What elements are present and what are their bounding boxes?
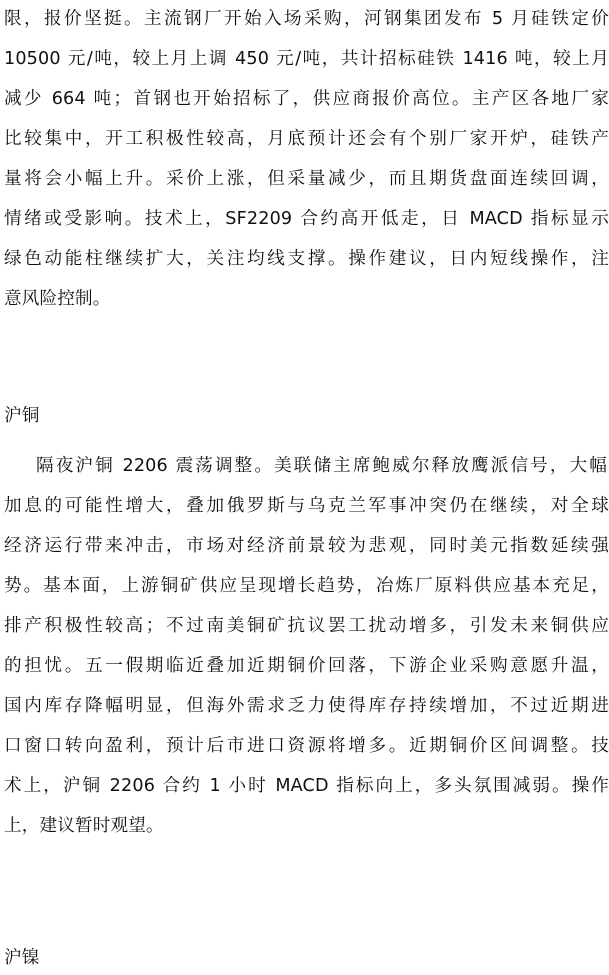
section-heading-nickel: 沪镍 — [4, 948, 40, 968]
paragraph-line: 量将会小幅上升。采价上涨，但采量减少，而且期货盘面连续回调， — [4, 169, 609, 189]
paragraph-line: 意风险控制。 — [4, 289, 111, 309]
paragraph-line: 术上，沪铜 2206 合约 1 小时 MACD 指标向上，多头氛围减弱。操作 — [4, 776, 609, 796]
paragraph-line: 比较集中，开工积极性较高，月底预计还会有个别厂家开炉，硅铁产 — [4, 129, 609, 149]
paragraph-line: 口窗口转向盈利，预计后市进口资源将增多。近期铜价区间调整。技 — [4, 736, 609, 756]
paragraph-line: 的担忧。五一假期临近叠加近期铜价回落，下游企业采购意愿升温， — [4, 656, 609, 676]
paragraph-line: 国内库存降幅明显，但海外需求乏力使得库存持续增加，不过近期进 — [4, 696, 609, 716]
paragraph-line: 排产积极性较高；不过南美铜矿抗议罢工扰动增多，引发未来铜供应 — [4, 616, 609, 636]
section-heading-copper: 沪铜 — [4, 406, 40, 426]
paragraph-line: 10500 元/吨，较上月上调 450 元/吨，共计招标硅铁 1416 吨，较上月 — [4, 49, 609, 69]
paragraph-line: 经济运行带来冲击，市场对经济前景较为悲观，同时美元指数延续强 — [4, 536, 609, 556]
paragraph-line: 绿色动能柱继续扩大，关注均线支撑。操作建议，日内短线操作，注 — [4, 249, 609, 269]
paragraph-line: 限，报价坚挺。主流钢厂开始入场采购，河钢集团发布 5 月硅铁定价 — [4, 9, 609, 29]
paragraph-line: 情绪或受影响。技术上，SF2209 合约高开低走，日 MACD 指标显示 — [4, 209, 609, 229]
paragraph-line: 加息的可能性增大，叠加俄罗斯与乌克兰军事冲突仍在继续，对全球 — [4, 496, 609, 516]
paragraph-line: 减少 664 吨；首钢也开始招标了，供应商报价高位。主产区各地厂家 — [4, 89, 609, 109]
paragraph-line: 隔夜沪铜 2206 震荡调整。美联储主席鲍威尔释放鹰派信号，大幅 — [36, 456, 607, 476]
paragraph-line: 上，建议暂时观望。 — [4, 816, 164, 836]
paragraph-line: 势。基本面，上游铜矿供应呈现增长趋势，冶炼厂原料供应基本充足， — [4, 576, 609, 596]
